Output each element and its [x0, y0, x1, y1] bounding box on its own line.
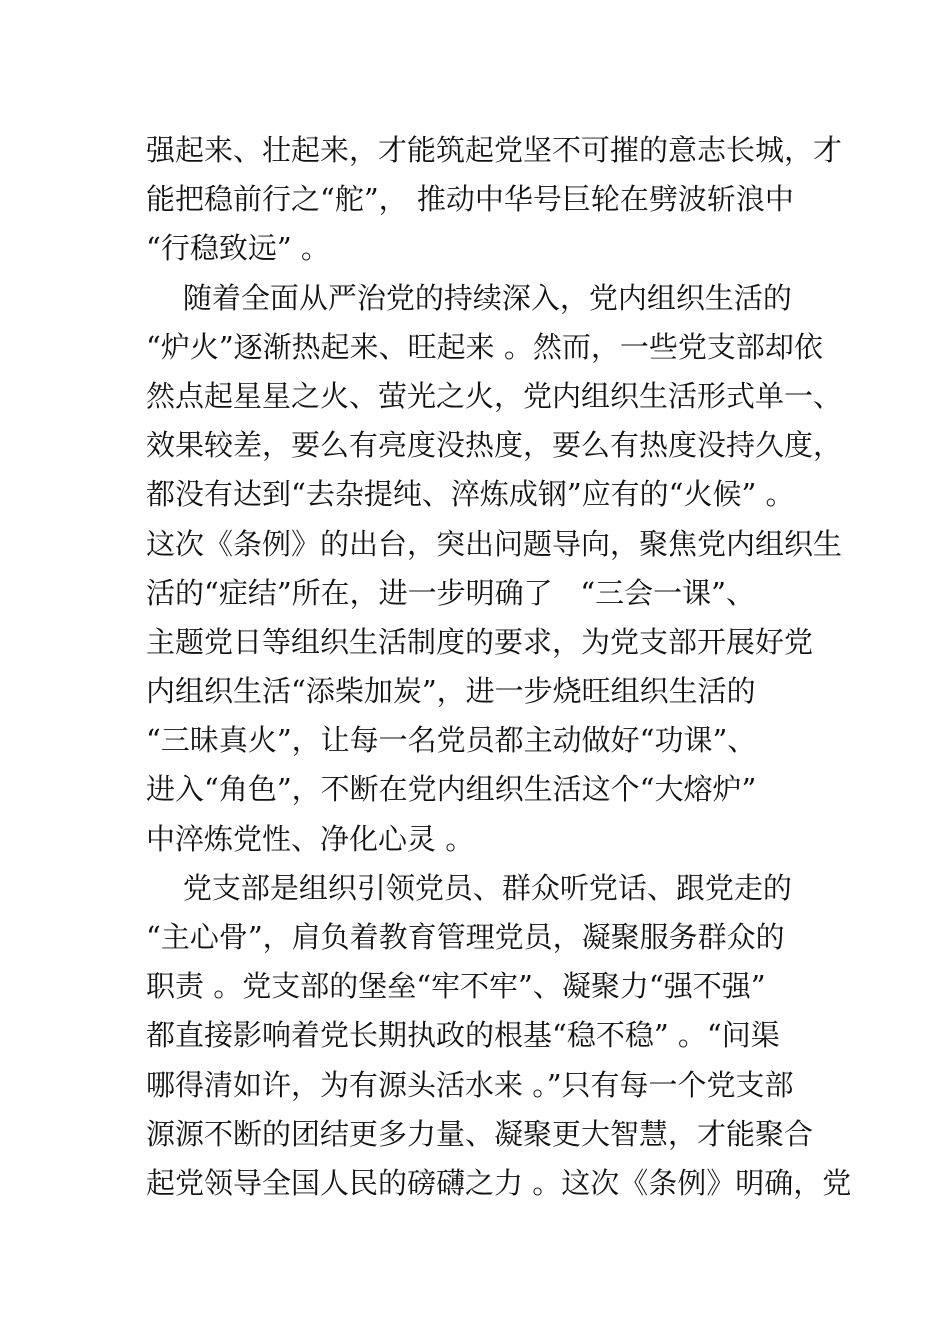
text-line: 起党领导全国人民的磅礴之力 。这次《条例》明确，党 — [146, 1165, 852, 1200]
text-line: 这次《条例》的出台，突出问题导向，聚焦党内组织生 — [146, 526, 843, 561]
text-line: 能把稳前行之“舵”， 推动中华号巨轮在劈波斩浪中 — [146, 182, 794, 217]
text-line: 进入“角色”，不断在党内组织生活这个“大熔炉” — [146, 772, 757, 807]
text-line: 主题党日等组织生活制度的要求，为党支部开展好党 — [146, 624, 814, 659]
text-line: 都没有达到“去杂提纯、淬炼成钢”应有的“火候” 。 — [146, 477, 795, 512]
text-line: “三昧真火”，让每一名党员都主动做好“功课”、 — [146, 723, 757, 758]
text-line: 中淬炼党性、净化心灵 。 — [146, 821, 475, 856]
text-line: 效果较差，要么有亮度没热度，要么有热度没持久度， — [146, 428, 843, 463]
body-text — [146, 126, 852, 1208]
text-line: 哪得清如许，为有源头活水来 。”只有每一个党支部 — [146, 1067, 794, 1102]
text-line: 强起来、壮起来，才能筑起党坚不可摧的意志长城，才 — [146, 133, 843, 167]
text-line: “炉火”逐渐热起来、旺起来 。然而，一些党支部却依 — [146, 329, 823, 364]
text-line: 职责 。党支部的堡垒“牢不牢”、凝聚力“强不强” — [146, 969, 766, 1004]
text-line: “行稳致远” 。 — [146, 231, 330, 266]
text-line: 都直接影响着党长期执政的根基“稳不稳” 。“问渠 — [146, 1018, 780, 1053]
text-line: 活的“症结”所在，进一步明确了 “三会一课”、 — [146, 575, 755, 610]
paragraph-start-line: 随着全面从严治党的持续深入，党内组织生活的 — [146, 280, 792, 315]
paragraph-start-line: 党支部是组织引领党员、群众听党话、跟党走的 — [146, 870, 792, 905]
text-line: 源源不断的团结更多力量、凝聚更大智慧，才能聚合 — [146, 1116, 814, 1151]
text-line: 然点起星星之火、萤光之火，党内组织生活形式单一、 — [146, 378, 843, 413]
text-line: “主心骨”，肩负着教育管理党员，凝聚服务群众的 — [146, 920, 785, 954]
text-line: 内组织生活“添柴加炭”，进一步烧旺组织生活的 — [146, 674, 756, 709]
